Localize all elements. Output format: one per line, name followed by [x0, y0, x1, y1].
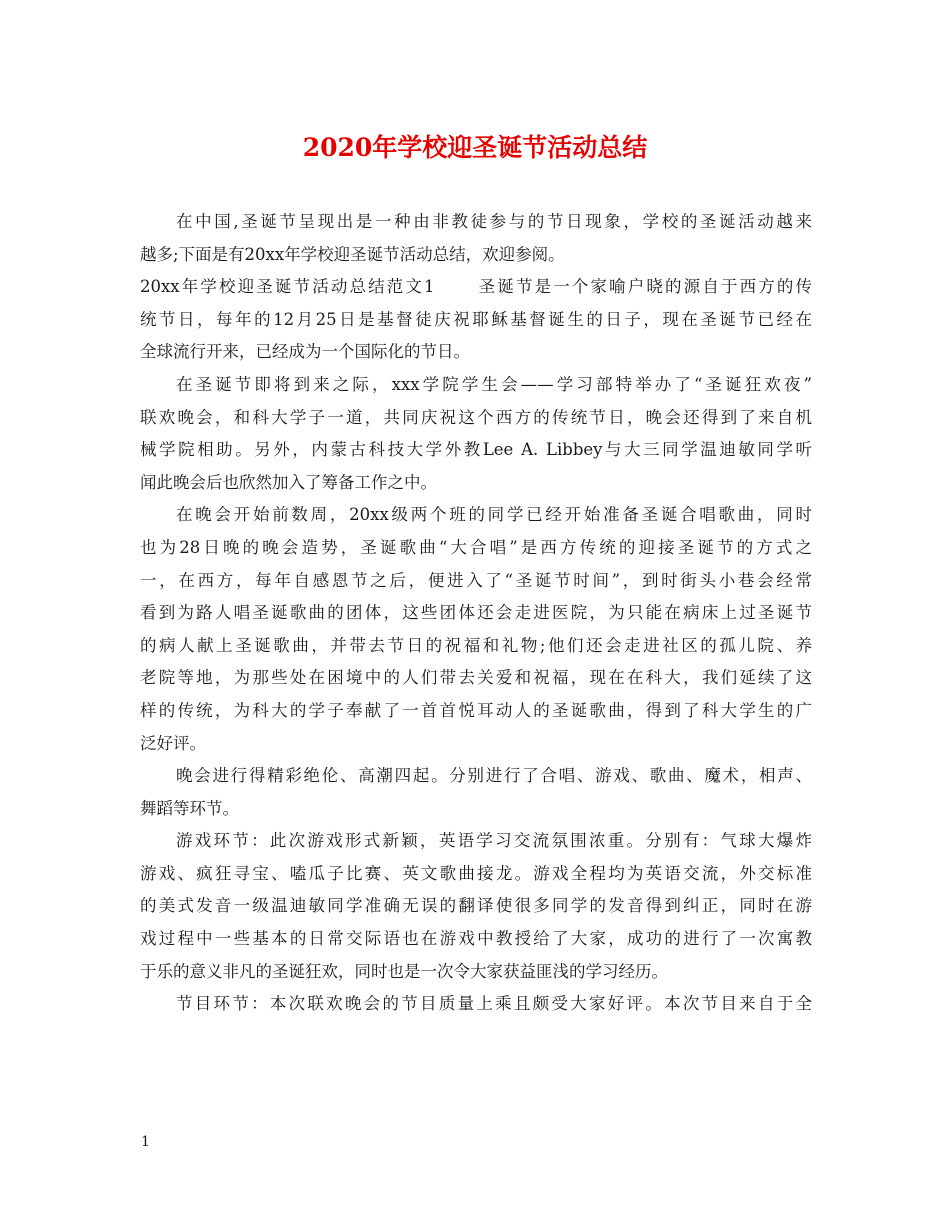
text-line: 在中国,圣诞节呈现出是一种由非教徒参与的节日现象，学校的圣诞活动越来: [176, 212, 812, 231]
text-line: 全球流行开来，已经成为一个国际化的节日。: [140, 342, 470, 362]
text-line: 械学院相助。另外，内蒙古科技大学外教Lee A. Libbey与大三同学温迪敏同学听: [140, 440, 812, 460]
text-line: 的美式发音一级温迪敏同学准确无误的翻译使很多同学的发音得到纠正，同时在游: [140, 896, 812, 916]
page-number: 1: [141, 1134, 150, 1150]
text-line: 舞蹈等环节。: [140, 798, 239, 818]
text-line: 戏过程中一些基本的日常交际语也在游戏中教授给了大家，成功的进行了一次寓教: [140, 929, 812, 949]
text-line: 游戏环节：此次游戏形式新颖，英语学习交流氛围浓重。分别有：气球大爆炸: [176, 831, 812, 851]
text-line: 闻此晚会后也欣然加入了筹备工作之中。: [140, 472, 437, 492]
text-line: 样的传统，为科大的学子奉献了一首首悦耳动人的圣诞歌曲，得到了科大学生的广: [140, 700, 812, 720]
text-line: 的病人献上圣诞歌曲，并带去节日的祝福和礼物;他们还会走进社区的孤儿院、养: [140, 635, 812, 655]
text-line: 在晚会开始前数周，20xx级两个班的同学已经开始准备圣诞合唱歌曲，同时: [176, 505, 812, 525]
text-line: 老院等地，为那些处在困境中的人们带去关爱和祝福，现在在科大，我们延续了这: [140, 668, 812, 688]
text-line: 越多;下面是有20xx年学校迎圣诞节活动总结，欢迎参阅。: [140, 244, 565, 264]
text-line: 在圣诞节即将到来之际，xxx学院学生会——学习部特举办了“圣诞狂欢夜”: [176, 374, 812, 394]
text-line: 泛好评。: [140, 733, 206, 753]
text-line: 晚会进行得精彩绝伦、高潮四起。分别进行了合唱、游戏、歌曲、魔术，相声、: [176, 766, 812, 786]
text-line: 联欢晚会，和科大学子一道，共同庆祝这个西方的传统节日，晚会还得到了来自机: [140, 407, 812, 427]
text-line: 统节日，每年的12月25日是基督徒庆祝耶稣基督诞生的日子，现在圣诞节已经在: [140, 309, 812, 329]
document-body: [140, 206, 812, 1021]
text-run: 圣诞节是一个家喻户晓的源自于西方的传: [476, 277, 813, 297]
text-line: 于乐的意义非凡的圣诞狂欢，同时也是一次令大家获益匪浅的学习经历。: [140, 961, 668, 981]
text-line: 看到为路人唱圣诞歌曲的团体，这些团体还会走进医院，为只能在病床上过圣诞节: [140, 603, 812, 623]
document-title: 2020年学校迎圣诞节活动总结: [302, 133, 648, 162]
text-line: 也为28日晚的晚会造势，圣诞歌曲“大合唱”是西方传统的迎接圣诞节的方式之: [140, 537, 812, 557]
section-heading: 20xx年学校迎圣诞节活动总结范文1: [140, 277, 435, 297]
text-line: 游戏、疯狂寻宝、嗑瓜子比赛、英文歌曲接龙。游戏全程均为英语交流，外交标准: [140, 863, 812, 883]
text-line-with-heading: [140, 271, 812, 304]
text-line: 一，在西方，每年自感恩节之后，便进入了“圣诞节时间”，到时街头小巷会经常: [140, 570, 812, 590]
text-line: 节目环节：本次联欢晚会的节目质量上乘且颇受大家好评。本次节目来自于全: [176, 994, 812, 1014]
